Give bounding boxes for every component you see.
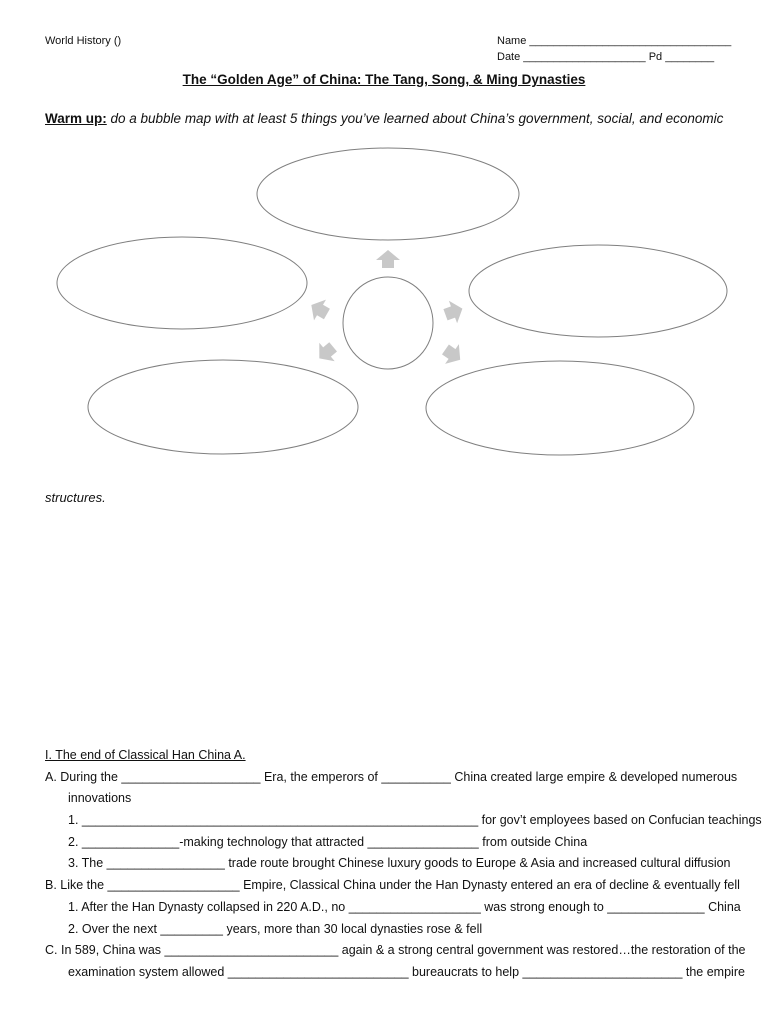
- page-title: The “Golden Age” of China: The Tang, Song, & Ming Dynasties: [182, 72, 586, 87]
- section-heading: I. The end of Classical Han China A.: [45, 748, 246, 762]
- center-bubble[interactable]: [343, 277, 433, 369]
- warmup-continuation: structures.: [45, 490, 106, 505]
- arrow-down-left-icon: [312, 338, 341, 368]
- name-field-label: Name _________________________________: [497, 35, 732, 47]
- outline-line: A. During the ____________________ Era, the emperors of __________ China created large empire & developed numerous: [45, 769, 738, 784]
- date-period-field-label: Date ____________________ Pd ________: [497, 51, 715, 63]
- outline-line: 1. _________________________________________________________ for gov’t employees based on Confucian teachings: [68, 813, 762, 828]
- outline-line: 3. The _________________ trade route brought Chinese luxury goods to Europe & Asia and increased cultural diffusion: [68, 856, 731, 871]
- warmup-label: Warm up:: [45, 111, 107, 126]
- course-label: World History (): [45, 35, 122, 47]
- bubble-map: [0, 140, 768, 470]
- bubble-right[interactable]: [469, 245, 727, 337]
- arrow-right-icon: [441, 297, 466, 326]
- outline-line: innovations: [68, 791, 132, 806]
- arrow-down-right-icon: [439, 340, 468, 370]
- bubble-bottom-right[interactable]: [426, 361, 694, 455]
- warmup-instruction: do a bubble map with at least 5 things you’ve learned about China’s government, social, and economic: [106, 111, 724, 126]
- outline-line: C. In 589, China was _________________________ again & a strong central government was restored…the restoration of the: [45, 943, 746, 958]
- arrow-up-icon: [376, 250, 400, 268]
- bubble-bottom-left[interactable]: [88, 360, 358, 454]
- outline-line: 2. Over the next _________ years, more than 30 local dynasties rose & fell: [68, 921, 483, 936]
- arrow-left-icon: [305, 295, 333, 325]
- outline-line: 2. ______________-making technology that attracted ________________ from outside China: [68, 834, 588, 849]
- outline-line: examination system allowed __________________________ bureaucrats to help _______________________ the empire: [68, 964, 745, 979]
- notes-outline: [45, 745, 762, 984]
- outline-line: B. Like the ___________________ Empire, Classical China under the Han Dynasty entered an era of decline & eventually fell: [45, 878, 740, 893]
- warmup-prompt: [45, 111, 723, 126]
- outline-line: 1. After the Han Dynasty collapsed in 220 A.D., no ___________________ was strong enough to ______________ China: [68, 899, 741, 914]
- bubble-left[interactable]: [57, 237, 307, 329]
- bubble-top[interactable]: [257, 148, 519, 240]
